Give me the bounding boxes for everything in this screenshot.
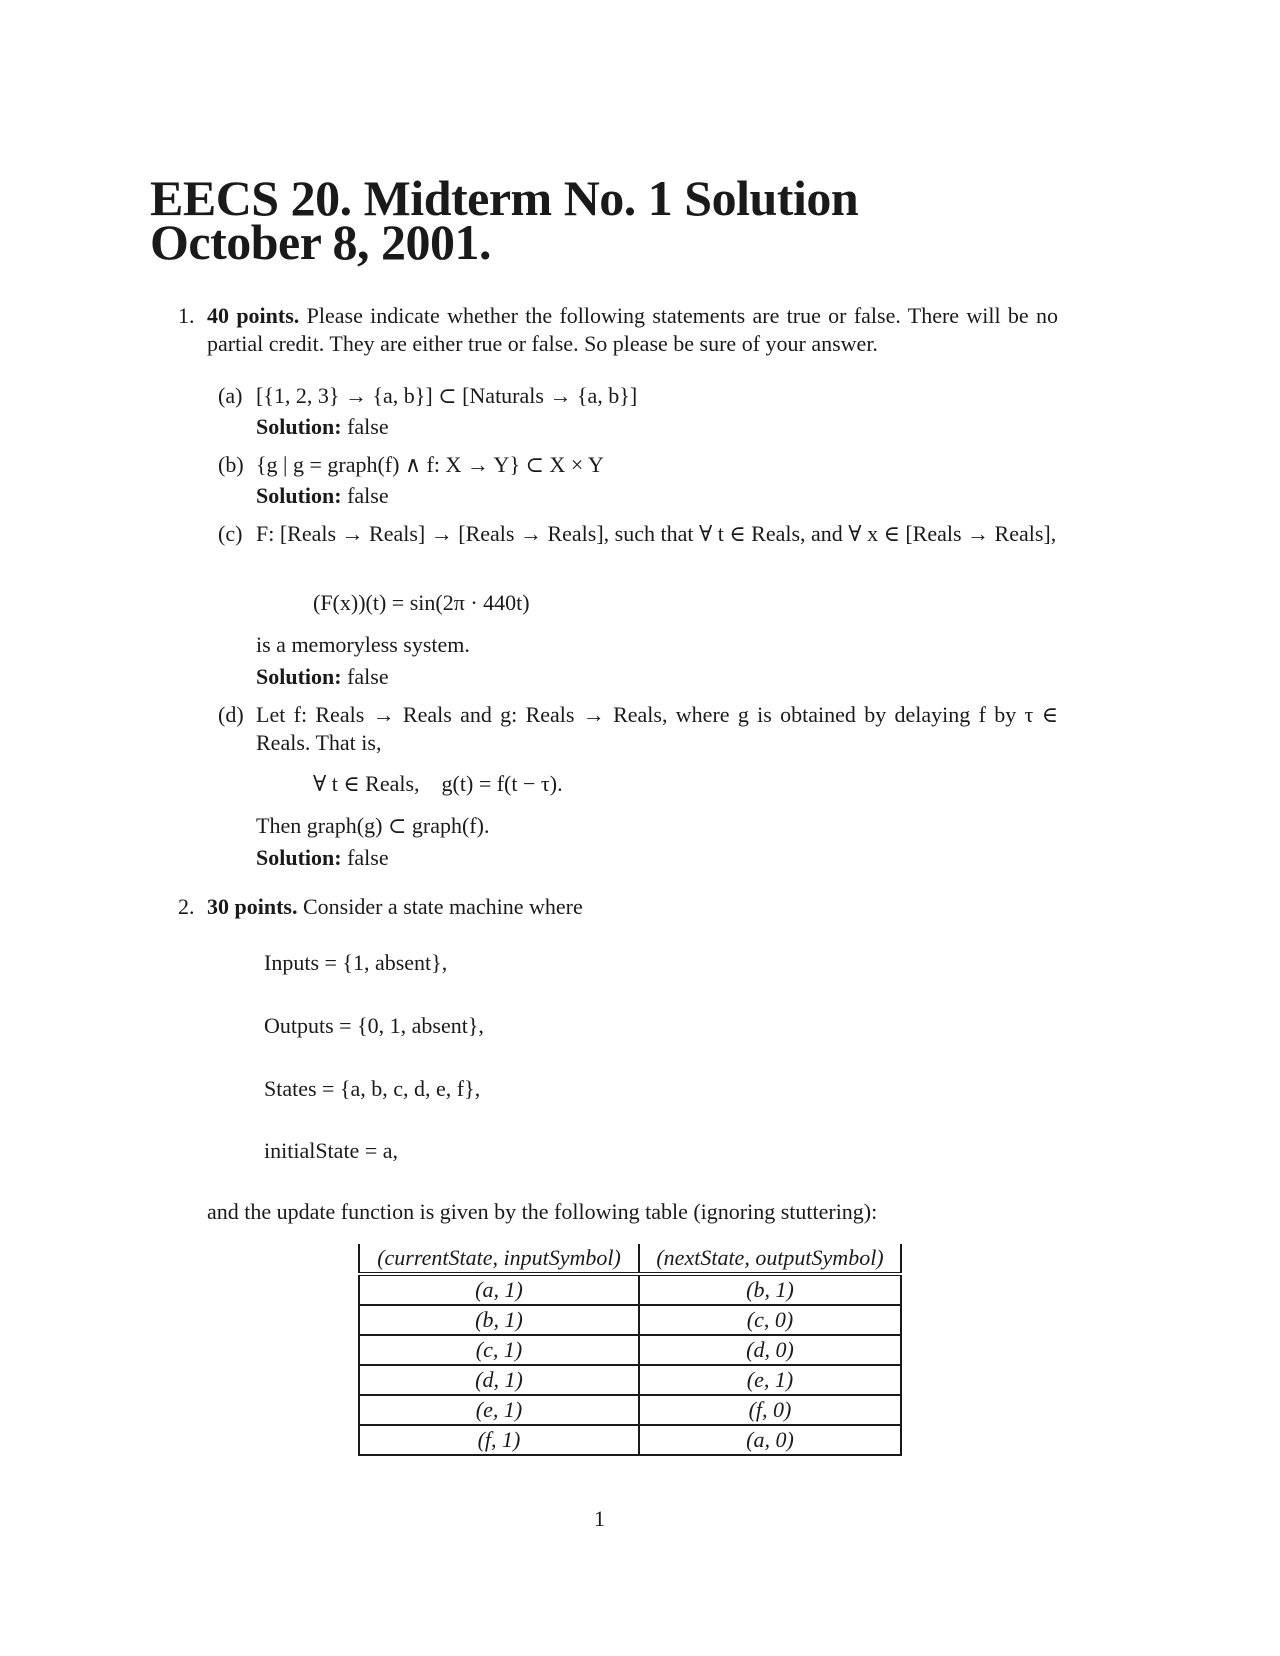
page-title [150,170,859,270]
solution-label-d: Solution: [256,845,342,870]
solution-value-c: false [347,664,389,689]
part-label-d: (d) [218,702,244,727]
question-1 [178,302,1058,358]
table-header-row [359,1244,901,1274]
question-1-points: 40 points. [207,303,300,328]
statement-b: {g | g = graph(f) ∧ f: X → Y} ⊂ X × Y [256,452,604,477]
def-initial-state: initialState = a, [264,1138,398,1163]
table-intro: and the update function is given by the following table (ignoring stuttering): [207,1199,878,1224]
statement-a: [{1, 2, 3} → {a, b}] ⊂ [Naturals → {a, b}] [256,383,638,408]
solution-value-a: false [347,414,389,439]
update-table [358,1244,902,1456]
cell-next: (c, 0) [639,1305,901,1335]
part-label-a: (a) [218,383,243,408]
part-label-c: (c) [218,521,243,546]
question-2-text [207,893,1058,921]
solution-label-c: Solution: [256,664,342,689]
question-2 [178,893,1058,921]
solution-a [256,414,389,440]
cell-next: (f, 0) [639,1395,901,1425]
question-1d [218,701,1058,757]
part-label-b: (b) [218,452,244,477]
solution-label-a: Solution: [256,414,342,439]
equation-c: (F(x))(t) = sin(2π · 440t) [313,590,530,615]
cell-current: (d, 1) [359,1365,639,1395]
question-2-points: 30 points. [207,894,298,919]
solution-value-d: false [347,845,389,870]
question-1-number: 1. [178,303,195,328]
cell-next: (a, 0) [639,1425,901,1455]
table-row [359,1365,901,1395]
statement-d: Let f: Reals → Reals and g: Reals → Reals, where g is obtained by delaying f by τ ∈ Reals. That is, [256,702,1058,755]
cell-next: (b, 1) [639,1274,901,1305]
question-1-text [207,302,1058,358]
cell-current: (a, 1) [359,1274,639,1305]
table-row [359,1305,901,1335]
solution-label-b: Solution: [256,483,342,508]
question-1b [218,451,1058,479]
solution-b [256,483,389,509]
cell-current: (e, 1) [359,1395,639,1425]
def-states: States = {a, b, c, d, e, f}, [264,1076,481,1101]
header-current: (currentState, inputSymbol) [359,1244,639,1274]
cell-current: (c, 1) [359,1335,639,1365]
solution-d [256,845,389,871]
cell-next: (d, 0) [639,1335,901,1365]
table-row [359,1425,901,1455]
table-row [359,1274,901,1305]
question-1c [218,520,1058,548]
solution-c [256,664,389,690]
question-2-number: 2. [178,894,195,919]
page-number: 1 [594,1506,605,1531]
cell-next: (e, 1) [639,1365,901,1395]
question-1-instructions: Please indicate whether the following statements are true or false. There will be no partial credit. They are either true or false. So please be sure of your answer. [207,303,1058,356]
title-line-2: October 8, 2001. [150,214,492,270]
question-1a [218,382,1058,410]
cell-current: (b, 1) [359,1305,639,1335]
statement-c: F: [Reals → Reals] → [Reals → Reals], such that ∀ t ∈ Reals, and ∀ x ∈ [Reals → Reals], [256,521,1057,546]
cell-current: (f, 1) [359,1425,639,1455]
after-text-d: Then graph(g) ⊂ graph(f). [256,813,490,838]
question-2-intro: Consider a state machine where [302,894,583,919]
header-next: (nextState, outputSymbol) [639,1244,901,1274]
after-text-c: is a memoryless system. [256,632,470,657]
table-row [359,1395,901,1425]
def-inputs: Inputs = {1, absent}, [264,950,448,975]
def-outputs: Outputs = {0, 1, absent}, [264,1013,484,1038]
title-line-1: EECS 20. Midterm No. 1 Solution [150,170,859,226]
equation-d: ∀ t ∈ Reals, g(t) = f(t − τ). [313,771,563,796]
table-row [359,1335,901,1365]
solution-value-b: false [347,483,389,508]
